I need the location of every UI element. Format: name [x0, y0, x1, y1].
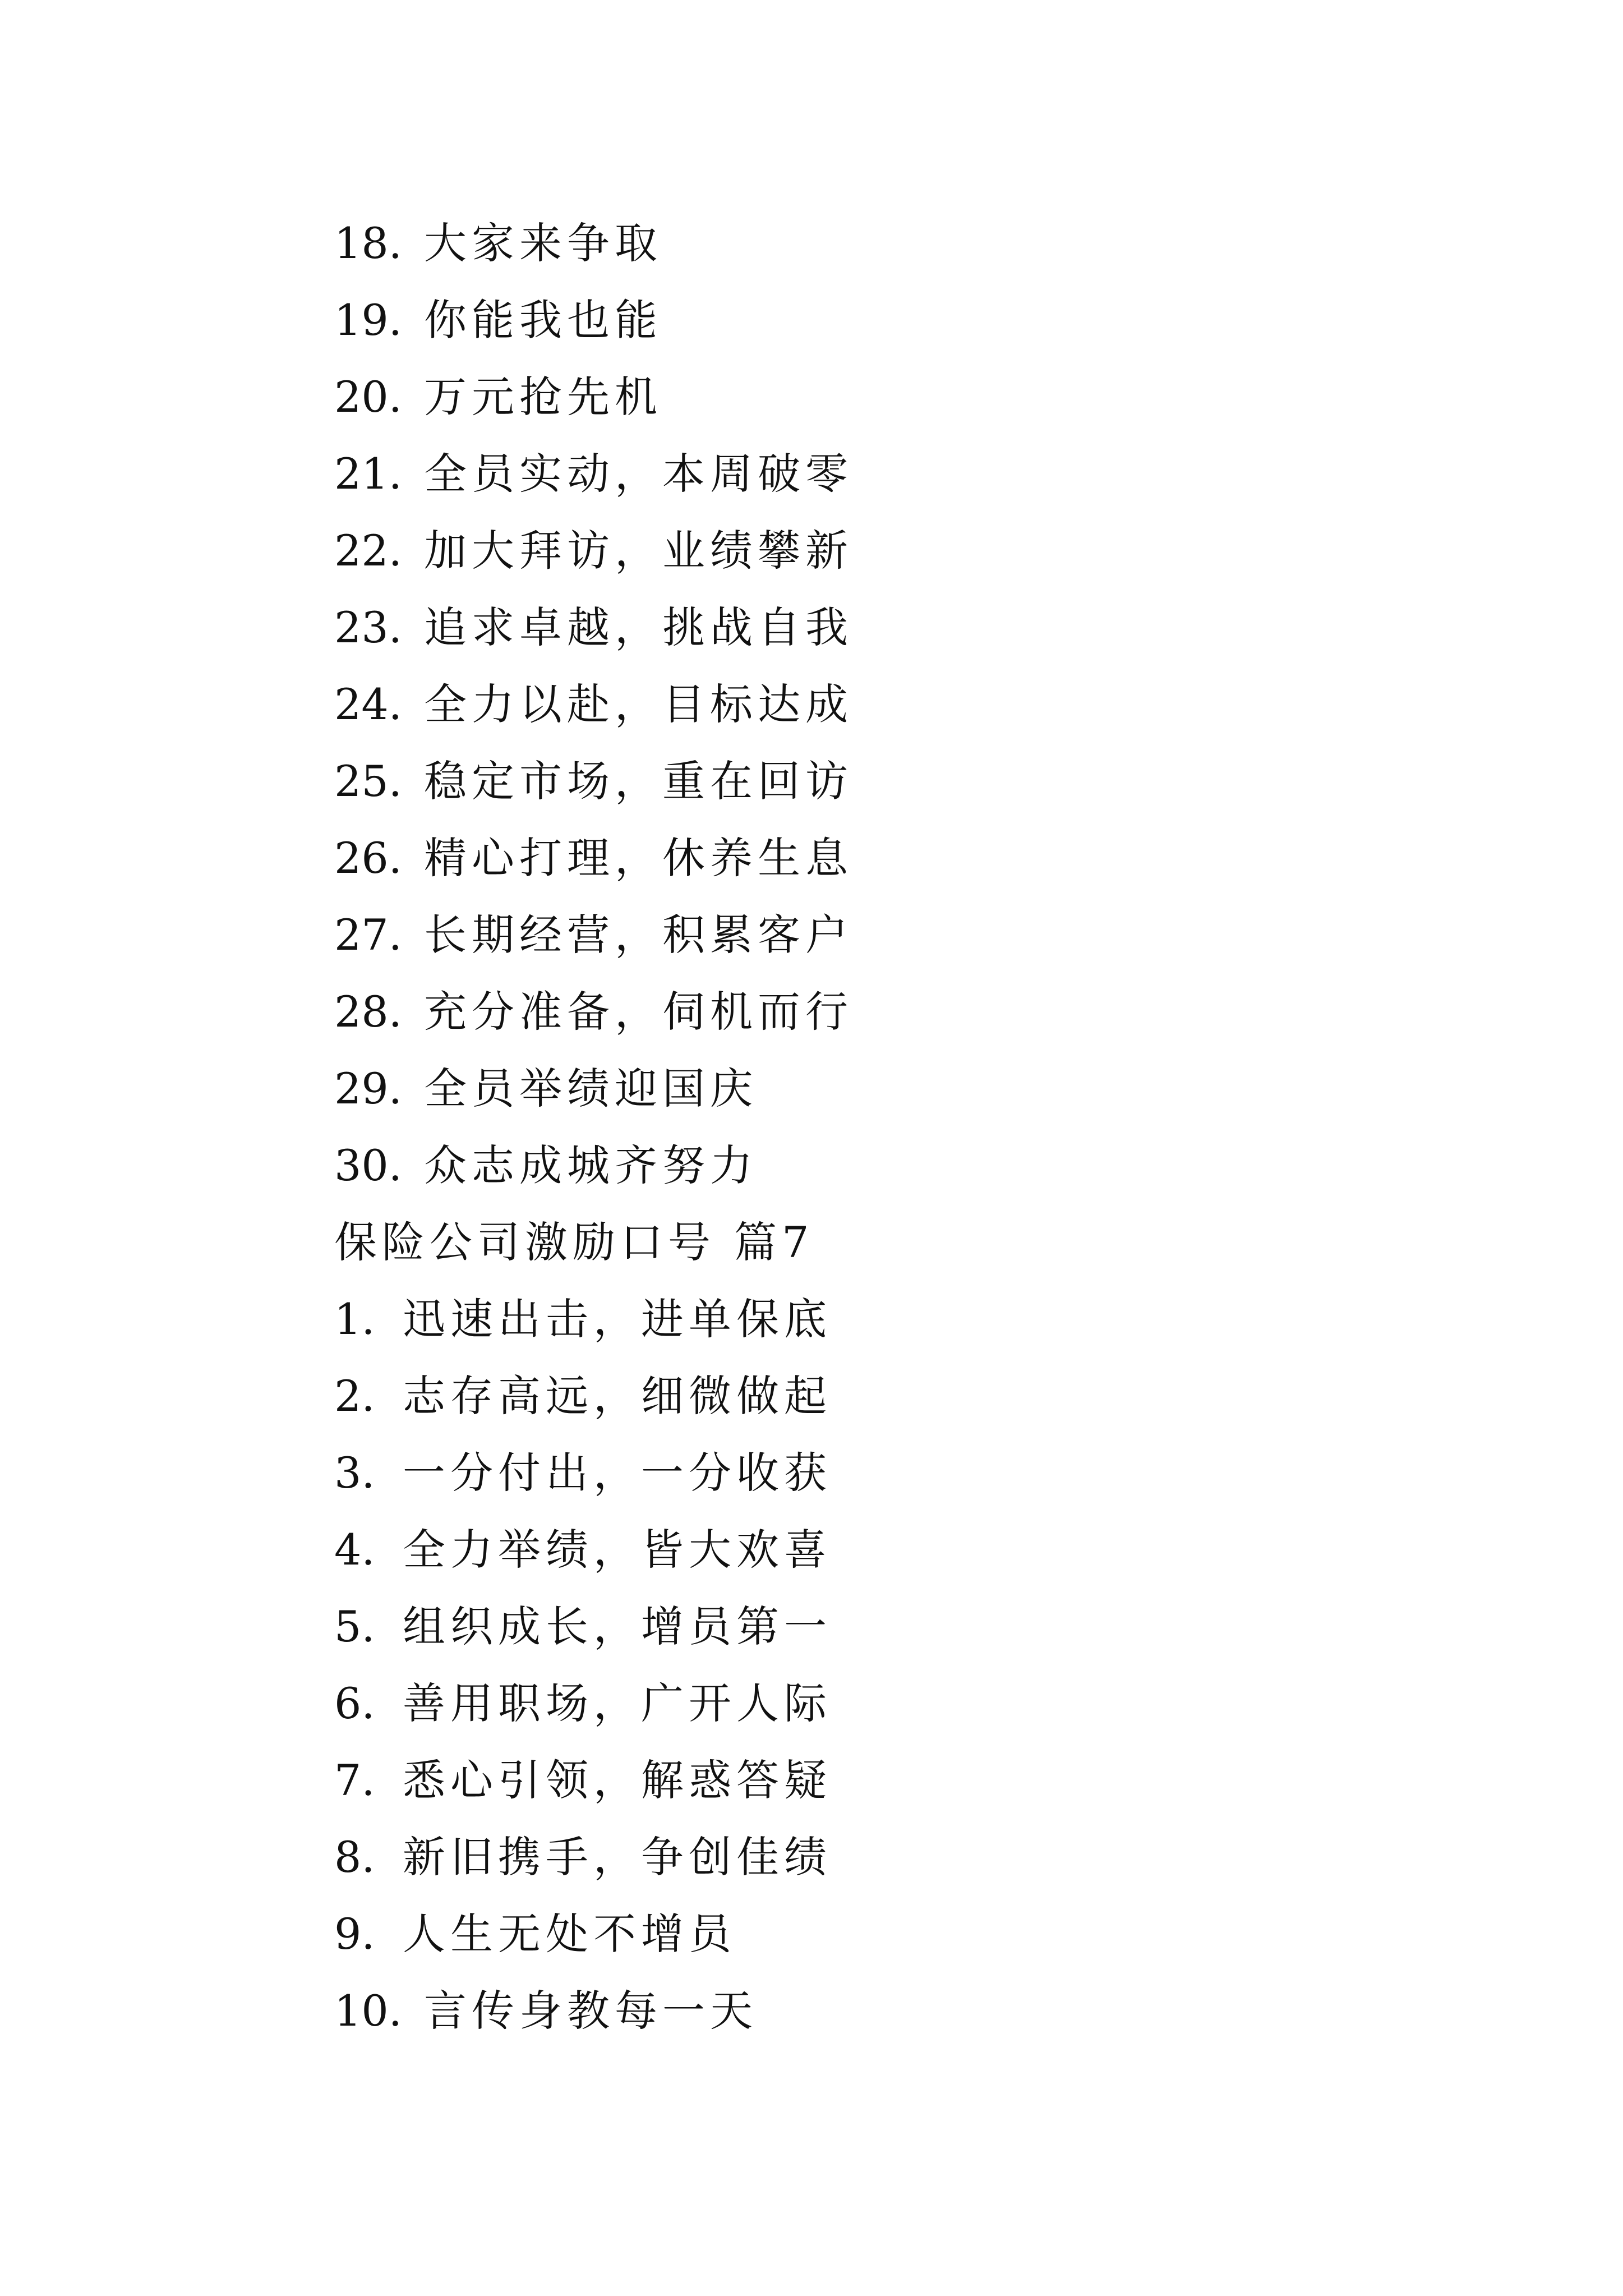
list-item-7 [334, 1742, 1456, 1819]
list-item-text: 全员实动，本周破零 [424, 448, 853, 499]
list-item-number: 7. [334, 1755, 375, 1805]
list-item-text: 人生无处不增员 [403, 1908, 736, 1959]
list-item-number: 2. [334, 1370, 375, 1421]
list-item-text: 众志成城齐努力 [424, 1140, 758, 1190]
list-item-22 [334, 512, 1456, 589]
list-item-text: 善用职场，广开人际 [403, 1678, 832, 1728]
list-item-number: 26. [334, 832, 402, 883]
list-item-number: 24. [334, 679, 402, 729]
list-item-1 [334, 1281, 1456, 1358]
list-item-number: 10. [334, 1985, 402, 2036]
list-item-9 [334, 1895, 1456, 1972]
list-item-text: 稳定市场，重在回访 [424, 756, 853, 806]
list-item-5 [334, 1588, 1456, 1665]
list-item-text: 全力举绩，皆大欢喜 [403, 1524, 832, 1575]
section-heading: 保险公司激励口号 篇7 [334, 1217, 814, 1267]
document-content [334, 205, 1456, 2049]
list-item-text: 加大拜访，业绩攀新 [424, 525, 853, 576]
list-item-number: 22. [334, 525, 402, 576]
list-item-text: 大家来争取 [424, 218, 662, 268]
list-item-20 [334, 358, 1456, 435]
list-item-29 [334, 1050, 1456, 1127]
list-item-number: 9. [334, 1908, 375, 1959]
list-item-3 [334, 1434, 1456, 1511]
list-item-23 [334, 589, 1456, 666]
list-item-number: 8. [334, 1832, 375, 1882]
list-item-number: 6. [334, 1678, 375, 1728]
list-item-number: 19. [334, 295, 402, 345]
list-item-text: 一分付出，一分收获 [403, 1447, 832, 1498]
list-item-19 [334, 282, 1456, 358]
list-item-text: 言传身教每一天 [424, 1985, 758, 2036]
list-item-text: 全力以赴，目标达成 [424, 679, 853, 729]
list-item-text: 悉心引领，解惑答疑 [403, 1755, 832, 1805]
list-item-text: 志存高远，细微做起 [403, 1370, 832, 1421]
list-item-number: 4. [334, 1524, 375, 1575]
list-item-text: 追求卓越，挑战自我 [424, 602, 853, 652]
list-item-number: 27. [334, 909, 402, 960]
list-item-number: 20. [334, 371, 402, 422]
list-item-number: 25. [334, 756, 402, 806]
list-item-24 [334, 666, 1456, 743]
list-item-text: 充分准备，伺机而行 [424, 986, 853, 1037]
list-item-text: 长期经营，积累客户 [424, 909, 853, 960]
list-item-number: 28. [334, 986, 402, 1037]
list-item-18 [334, 205, 1456, 282]
list-item-27 [334, 896, 1456, 973]
list-item-number: 30. [334, 1140, 402, 1190]
list-item-text: 你能我也能 [424, 295, 662, 345]
list-item-number: 3. [334, 1447, 375, 1498]
list-item-number: 23. [334, 602, 402, 652]
list-item-6 [334, 1665, 1456, 1742]
list-item-25 [334, 743, 1456, 820]
list-item-number: 5. [334, 1601, 375, 1651]
list-item-number: 18. [334, 218, 402, 268]
list-item-text: 精心打理，休养生息 [424, 832, 853, 883]
list-item-21 [334, 435, 1456, 512]
list-item-8 [334, 1819, 1456, 1895]
list-item-text: 万元抢先机 [424, 371, 662, 422]
list-item-30 [334, 1127, 1456, 1204]
list-item-number: 29. [334, 1063, 402, 1114]
list-item-number: 21. [334, 448, 402, 499]
list-item-10 [334, 1972, 1456, 2049]
list-item-text: 全员举绩迎国庆 [424, 1063, 758, 1114]
list-item-4 [334, 1511, 1456, 1588]
list-item-26 [334, 820, 1456, 896]
list-item-text: 组织成长，增员第一 [403, 1601, 832, 1651]
list-item-2 [334, 1358, 1456, 1434]
list-item-number: 1. [334, 1294, 375, 1344]
list-item-text: 新旧携手，争创佳绩 [403, 1832, 832, 1882]
list-item-28 [334, 973, 1456, 1050]
list-item-text: 迅速出击，进单保底 [403, 1294, 832, 1344]
